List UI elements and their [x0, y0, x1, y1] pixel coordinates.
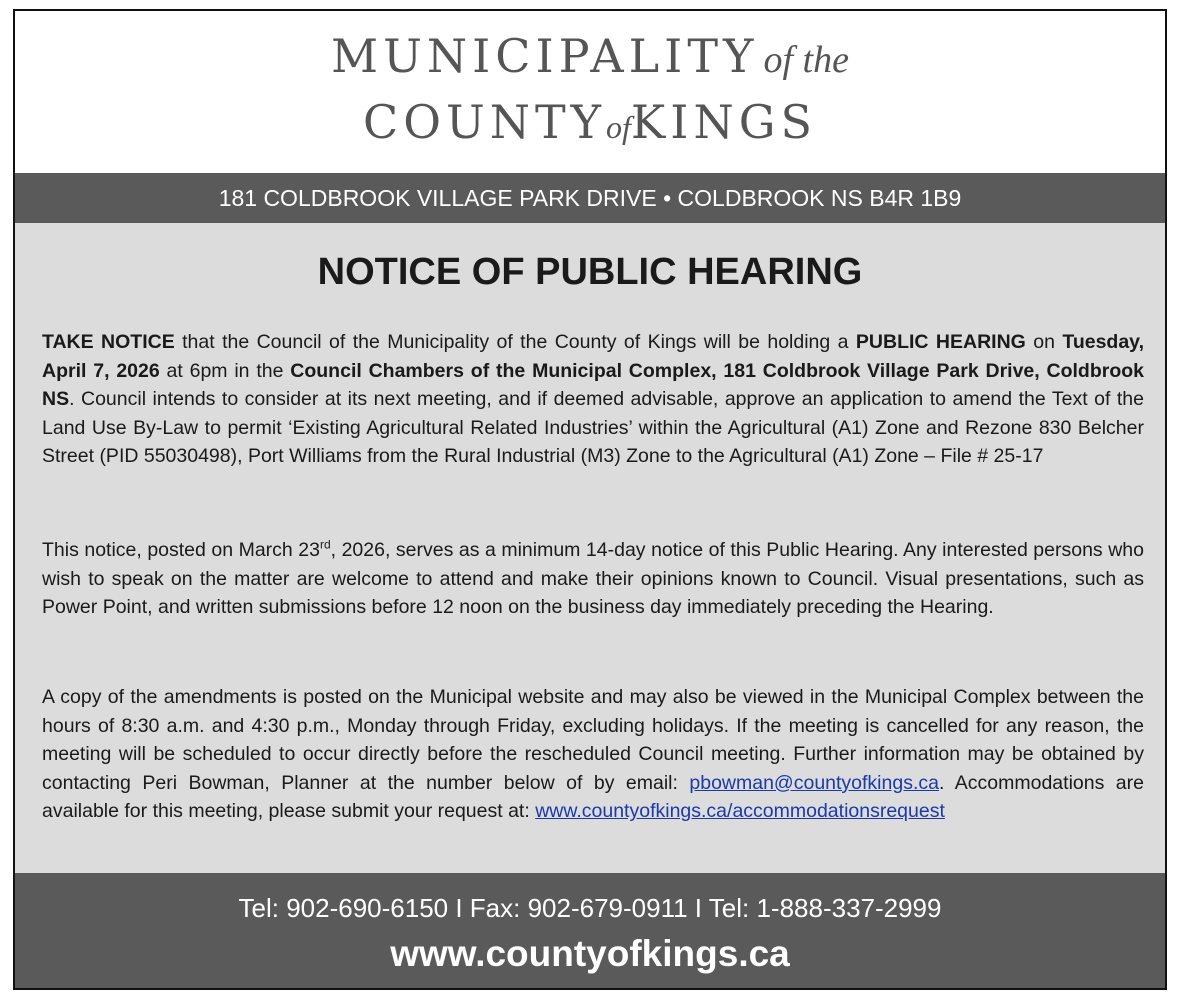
logo-of-text: of — [606, 109, 631, 145]
address-bar — [15, 173, 1165, 223]
logo-county-text: COUNTY — [363, 95, 607, 149]
accommodations-link[interactable]: www.countyofkings.ca/accommodationsrequest — [535, 800, 945, 823]
hearing-location: Council Chambers of the Municipal Complex, 181 Coldbrook Village Park Drive, Coldbrook NS — [42, 359, 1144, 411]
p3-text-2: . Accommodations are available for this meeting, please submit your request at: — [42, 771, 1144, 823]
contact-footer — [15, 873, 1165, 988]
notice-body — [15, 223, 1165, 873]
p2-text-1: This notice, posted on March 23 — [42, 539, 320, 561]
public-hearing-label: PUBLIC HEARING — [855, 331, 1026, 353]
p2-text-2: , 2026, serves as a minimum 14-day notice of this Public Hearing. Any interested persons who wish to speak on the matter are welcome to attend and make their opinions known to Council. Visual presentations, such as Power Point, and written submissions before 12 noon on the business day immediately preceding the Hearing. — [42, 539, 1144, 619]
logo-kings-text: KINGS — [630, 95, 817, 149]
logo-line-2 — [15, 95, 1165, 149]
p1-text-1: that the Council of the Municipality of the County of Kings will be holding a — [174, 331, 856, 353]
hearing-date: Tuesday, April 7, 2026 — [42, 331, 1144, 382]
notice-paragraph-1 — [42, 328, 1144, 471]
p1-text-3: at 6pm in the — [159, 359, 291, 382]
date-ordinal-suffix: rd — [319, 537, 331, 552]
logo-of-the-text: of the — [763, 39, 849, 81]
p1-text-2: on — [1025, 331, 1063, 353]
notice-title: NOTICE OF PUBLIC HEARING — [317, 251, 863, 293]
notice-paragraph-2 — [42, 536, 1144, 622]
footer-phone-numbers: Tel: 902-690-6150 I Fax: 902-679-0911 I Tel: 1-888-337-2999 — [238, 893, 942, 923]
email-link[interactable]: pbowman@countyofkings.ca — [689, 771, 939, 794]
take-notice-label: TAKE NOTICE — [42, 331, 175, 353]
logo-line-1 — [15, 29, 1165, 83]
footer-website[interactable]: www.countyofkings.ca — [390, 933, 790, 974]
address-street: 181 COLDBROOK VILLAGE PARK DRIVE — [218, 185, 657, 211]
address-city: COLDBROOK NS B4R 1B9 — [677, 185, 962, 211]
municipality-logo — [15, 11, 1165, 173]
notice-paragraph-3 — [42, 683, 1144, 826]
p3-text-1: A copy of the amendments is posted on the Municipal website and may also be viewed in the Municipal Complex between the hours of 8:30 a.m. and 4:30 p.m., Monday through Friday, excluding holidays. If the meeting is cancelled for any reason, the meeting will be scheduled to occur directly before the rescheduled Council meeting. Further information may be obtained by contacting Peri Bowman, Planner at the number below of by email: — [42, 686, 1144, 794]
address-separator: • — [656, 185, 678, 211]
logo-municipality-text: MUNICIPALITY — [331, 29, 759, 83]
p1-text-4: . Council intends to consider at its next meeting, and if deemed advisable, approve an application to amend the Text of the Land Use By-Law to permit ‘Existing Agricultural Related Industries’ within the Agricultural (A1) Zone and Rezone 830 Belcher Street (PID 55030498), Port Williams from the Rural Industrial (M3) Zone to the Agricultural (A1) Zone – File # 25-17 — [42, 388, 1144, 468]
notice-frame — [13, 9, 1167, 990]
